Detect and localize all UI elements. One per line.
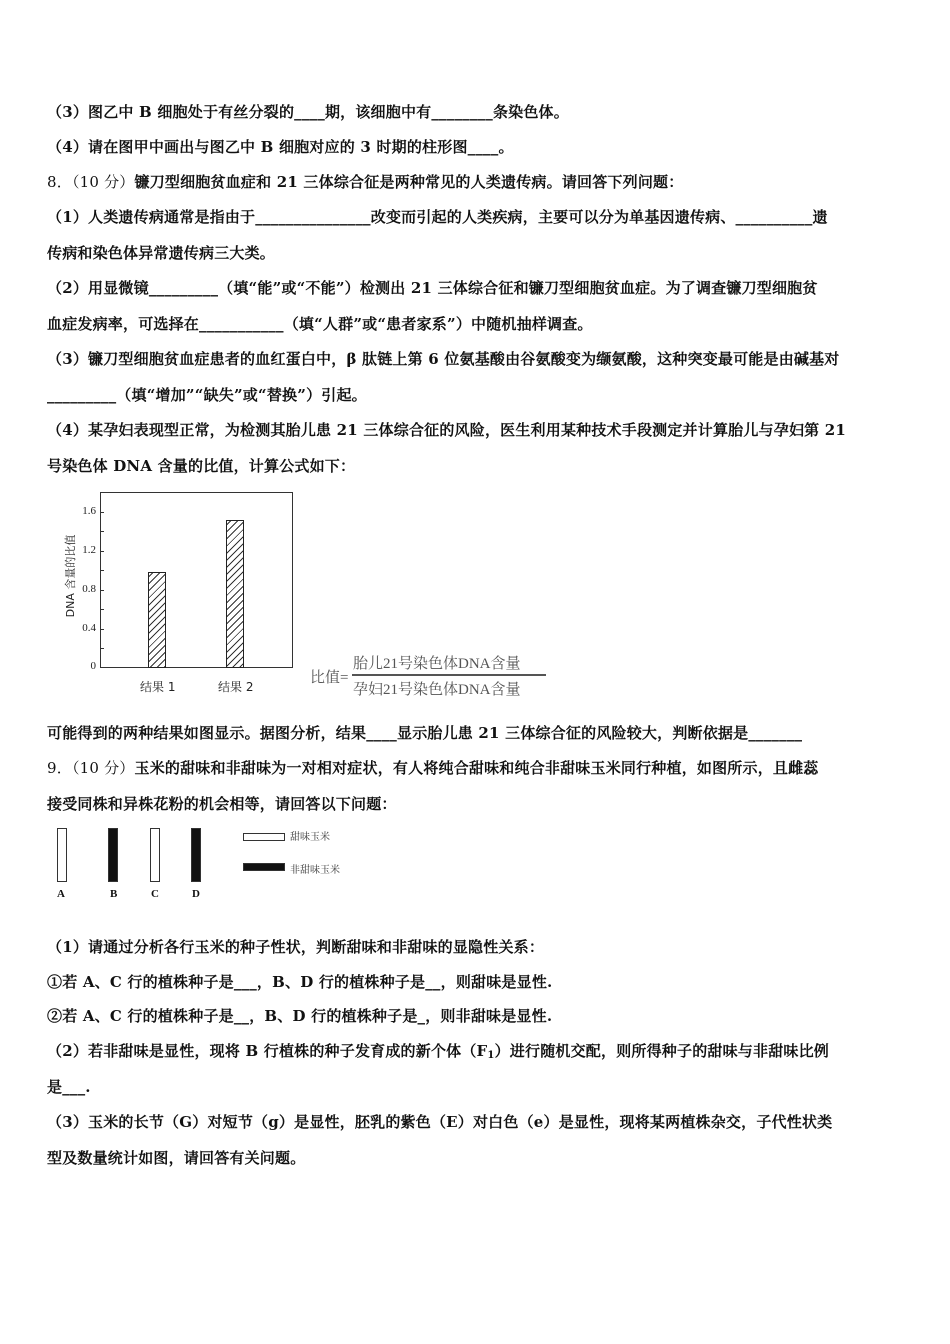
x-label-result-1: 结果 1 xyxy=(140,680,176,694)
q8-stem xyxy=(47,172,683,192)
q8-part4-line1: （4）某孕妇表现型正常，为检测其胎儿患 21 三体综合征的风险，医生利用某种技术手段测定并计算胎儿与孕妇第 21 xyxy=(47,421,847,439)
q8-part2-line2: 血症发病率，可选择在___________（填“人群”或“患者家系”）中随机抽样调查。 xyxy=(47,315,593,333)
bar-result-2 xyxy=(226,520,244,668)
q8-part2-line1: （2）用显微镜_________（填“能”或“不能”）检测出 21 三体综合征和镰刀型细胞贫血症。为了调查镰刀型细胞贫 xyxy=(47,279,818,297)
formula-numerator: 胎儿21号染色体DNA含量 xyxy=(353,656,521,672)
dna-ratio-bar-chart xyxy=(50,488,310,703)
q9-part3-line1: （3）玉米的长节（G）对短节（g）是显性，胚乳的紫色（E）对白色（e）是显性，现将某两植株杂交，子代性状类 xyxy=(47,1113,833,1131)
y-tick xyxy=(100,570,104,571)
y-tick-label: 0.4 xyxy=(82,622,96,634)
legend-label-nonsweet: 非甜味玉米 xyxy=(290,865,340,876)
y-tick xyxy=(100,590,104,591)
row-label-c: C xyxy=(151,888,159,900)
q9-part2-line1 xyxy=(47,1041,829,1066)
q7-part3: （3）图乙中 B 细胞处于有丝分裂的____期，该细胞中有________条染色体。 xyxy=(47,103,569,121)
row-label-b: B xyxy=(110,888,118,900)
legend-swatch-nonsweet xyxy=(243,863,285,871)
q9-part3-line2: 型及数量统计如图，请回答有关问题。 xyxy=(47,1149,306,1167)
q8-part1-line2: 传病和染色体异常遗传病三大类。 xyxy=(47,244,276,262)
bar-result-1 xyxy=(148,572,166,668)
y-tick-label: 1.6 xyxy=(82,505,96,517)
y-axis-title: DNA 含量的比值 xyxy=(64,534,77,618)
legend-label-sweet: 甜味玉米 xyxy=(290,832,330,843)
y-tick xyxy=(100,609,104,610)
corn-row-b xyxy=(108,828,118,882)
x-label-result-2: 结果 2 xyxy=(218,680,254,694)
fraction-bar xyxy=(352,674,546,676)
q9-stem-line2: 接受同株和异株花粉的机会相等，请回答以下问题： xyxy=(47,795,397,813)
q8-part4-line3: 可能得到的两种结果如图显示。据图分析，结果____显示胎儿患 21 三体综合征的风险较大，判断依据是_______ xyxy=(47,724,803,742)
row-label-d: D xyxy=(192,888,200,900)
formula-lhs: 比值= xyxy=(310,670,349,686)
q9-part2-post: ）进行随机交配，则所得种子的甜味与非甜味比例 xyxy=(494,1042,829,1060)
q8-stem-text: 镰刀型细胞贫血症和 21 三体综合征是两种常见的人类遗传病。请回答下列问题： xyxy=(134,173,684,191)
q8-part4-line2: 号染色体 DNA 含量的比值，计算公式如下： xyxy=(47,457,356,475)
legend-swatch-sweet xyxy=(243,833,285,841)
q8-part3-line2: _________（填“增加”“缺失”或“替换”）引起。 xyxy=(47,386,367,404)
y-tick-label: 0 xyxy=(90,660,96,672)
q8-number: 8．（10 分） xyxy=(47,173,135,191)
q8-part3-line1: （3）镰刀型细胞贫血症患者的血红蛋白中，β 肽链上第 6 位氨基酸由谷氨酸变为缬氨酸，这种突变最可能是由碱基对 xyxy=(47,350,840,368)
q9-number: 9．（10 分） xyxy=(47,759,135,777)
q9-part1-case1: ①若 A、C 行的植株种子是___，B、D 行的植株种子是__，则甜味是显性. xyxy=(47,973,553,991)
q9-stem-line1 xyxy=(47,758,819,778)
f1-subscript: 1 xyxy=(487,1050,495,1061)
y-tick xyxy=(100,551,104,552)
q7-part4: （4）请在图甲中画出与图乙中 B 细胞对应的 3 时期的柱形图____。 xyxy=(47,138,514,156)
y-tick xyxy=(100,629,104,630)
q9-part2-pre: （2）若非甜味是显性，现将 B 行植株的种子发育成的新个体（F xyxy=(47,1042,488,1060)
corn-rows-diagram xyxy=(50,820,370,910)
formula-denominator: 孕妇21号染色体DNA含量 xyxy=(353,682,521,698)
row-label-a: A xyxy=(57,888,65,900)
corn-row-d xyxy=(191,828,201,882)
q9-part1: （1）请通过分析各行玉米的种子性状，判断甜味和非甜味的显隐性关系： xyxy=(47,938,545,956)
corn-row-a xyxy=(57,828,67,882)
y-tick-label: 1.2 xyxy=(82,544,96,556)
q9-part2-line2: 是___. xyxy=(47,1078,91,1096)
q9-part1-case2: ②若 A、C 行的植株种子是__，B、D 行的植株种子是_，则非甜味是显性. xyxy=(47,1007,553,1025)
y-tick xyxy=(100,648,104,649)
q8-part1-line1: （1）人类遗传病通常是指由于_______________改变而引起的人类疾病，主要可以分为单基因遗传病、__________遗 xyxy=(47,208,828,226)
y-tick xyxy=(100,531,104,532)
chart-frame xyxy=(100,492,293,668)
y-tick xyxy=(100,512,104,513)
corn-row-c xyxy=(150,828,160,882)
q9-stem-text: 玉米的甜味和非甜味为一对相对症状，有人将纯合甜味和纯合非甜味玉米同行种植，如图所示，且雌蕊 xyxy=(134,759,819,777)
y-tick-label: 0.8 xyxy=(82,583,96,595)
